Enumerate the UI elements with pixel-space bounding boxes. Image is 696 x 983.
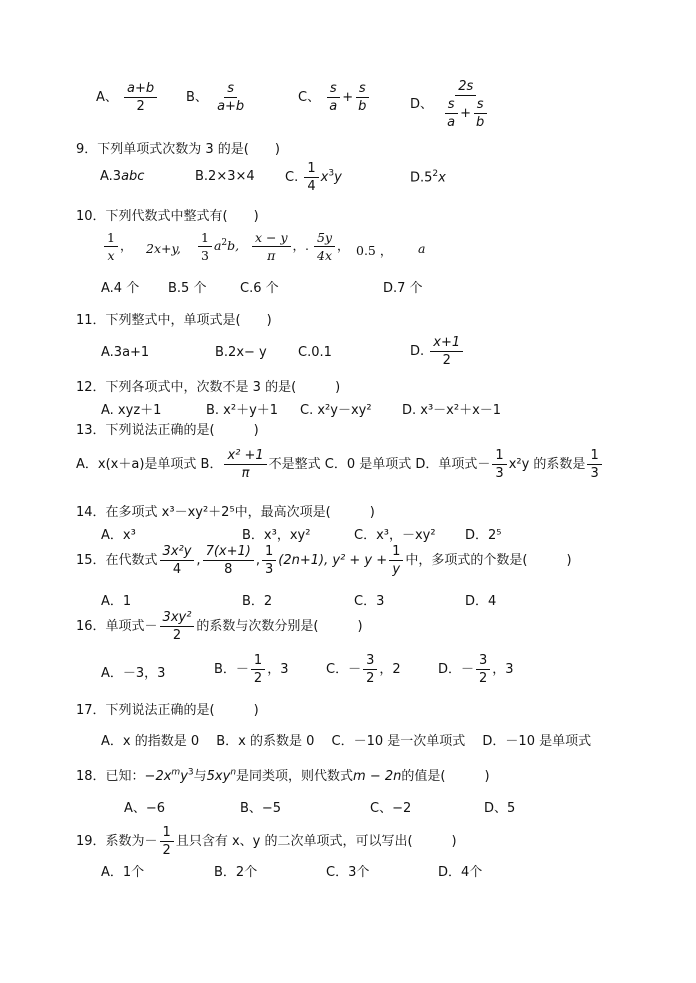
q8-option-c-fraction-2: $\frac{s}{b}$ xyxy=(355,80,369,115)
q12-option-c: C. x²y－xy² xyxy=(300,403,372,418)
q11-option-b: B.2x− y xyxy=(215,345,267,360)
q14-option-d: D．2⁵ xyxy=(465,528,502,543)
q14-option-b: B．x³，xy² xyxy=(242,528,311,543)
q10-expr-7: a xyxy=(418,241,426,256)
q12-stem: 12．下列各项式中，次数不是 3 的是( ) xyxy=(76,380,341,395)
q9-stem: 9．下列单项式次数为 3 的是( ) xyxy=(76,142,280,157)
q17-options: A．x 的指数是 0 B．x 的系数是 0 C．－10 是一次单项式 D．－10 是单项式 xyxy=(101,734,592,749)
q15-option-b: B．2 xyxy=(242,594,273,609)
q12-option-b: B. x²＋y＋1 xyxy=(206,403,279,418)
q18-option-c: C、−2 xyxy=(370,801,412,816)
q8-option-b-label: B、 xyxy=(186,90,208,105)
q10-option-d: D.7 个 xyxy=(383,281,423,296)
q15-option-c: C．3 xyxy=(354,594,385,609)
q10-expr-6: 0.5 ， xyxy=(356,243,393,258)
q18-option-b: B、−5 xyxy=(240,801,282,816)
q8-option-a-fraction: $\frac{a+b}{2}$ xyxy=(124,80,157,115)
q16-option-b: B．－ $\frac{1}{2}$ ，3 xyxy=(214,653,289,686)
q19-option-c: C．3个 xyxy=(326,865,370,880)
q12-option-a: A. xyz＋1 xyxy=(101,403,162,418)
q16-stem: 16．单项式－ $\frac{\text{3xy²}}{2}$ 的系数与次数分别是( ) xyxy=(76,610,363,643)
q19-option-a: A．1个 xyxy=(101,865,145,880)
q8-option-a-label: A、 xyxy=(96,90,118,105)
q15-option-d: D．4 xyxy=(465,594,497,609)
q13-options: A．x(x＋a)是单项式 B． $\frac{\text{x² +1}}{\pi}$ 不是整式 C．0 是单项式 D．单项式－ $\frac{1}{3}$ x²y 的系数是 $\frac{1}{3}$ xyxy=(76,447,604,482)
q11-option-d: D. $\frac{x+1}{2}$ xyxy=(410,334,465,369)
q8-option-d-fraction: 2s $\frac{s}{a}$ + $\frac{s}{b}$ xyxy=(439,78,492,131)
q9-option-d: $D.5^2x$ xyxy=(410,169,446,186)
q18-option-a: A、−6 xyxy=(124,801,166,816)
q10-expr-5: $\frac{5y}{4x}$ ， xyxy=(312,229,350,264)
q16-option-a: A．－3，3 xyxy=(101,666,166,681)
q8-option-c-fraction-1: $\frac{s}{a}$ xyxy=(326,80,340,115)
q9-option-c: C. $\frac{1}{4}$ $x^3y$ xyxy=(285,161,342,194)
q11-stem: 11．下列整式中，单项式是( ) xyxy=(76,313,272,328)
q19-stem: 19．系数为－ $\frac{1}{2}$ 且只含有 x、y 的二次单项式，可以写出( ) xyxy=(76,825,457,858)
q19-option-d: D．4个 xyxy=(438,865,483,880)
q10-expr-1: $\frac{1}{x}$ xyxy=(104,229,118,264)
q19-option-b: B．2个 xyxy=(214,865,258,880)
q10-expr-4: $\frac{x - y}{\pi}$ ，. xyxy=(250,229,309,264)
q12-option-d: D. x³－x²＋x－1 xyxy=(402,403,502,418)
q18-option-d: D、5 xyxy=(484,801,516,816)
q8-option-b-fraction: $\frac{s}{a+b}$ xyxy=(217,81,245,114)
q13-option-b-fraction: $\frac{\text{x² +1}}{\pi}$ xyxy=(224,447,266,482)
q16-option-c: C．－ $\frac{3}{2}$ ，2 xyxy=(326,653,401,686)
q10-option-c: C.6 个 xyxy=(240,281,279,296)
q11-option-a: A.3a+1 xyxy=(101,345,150,360)
q15-option-a: A．1 xyxy=(101,594,132,609)
q13-option-d-fraction: $\frac{1}{3}$ xyxy=(492,447,506,482)
q9-option-a: A.3abc xyxy=(100,169,145,184)
q13-option-d-coef: $\frac{1}{3}$ xyxy=(587,447,601,482)
q14-option-a: A．x³ xyxy=(101,528,136,543)
q15-stem: 15．在代数式 $\frac{\text{3x²y}}{4}$ , $\frac{7(x+1)}{8}$ , $\frac{1}{3}$ (2n+1), y² + y + $\frac{1}{y}$ 中，多项式的个数是( ) xyxy=(76,544,572,577)
q10-stem: 10．下列代数式中整式有( ) xyxy=(76,209,259,224)
q9-option-b: B.2×3×4 xyxy=(195,169,255,184)
q11-option-c: C.0.1 xyxy=(298,345,332,360)
q15-expr-2: $\frac{7(x+1)}{8}$ xyxy=(203,543,254,578)
q18-stem: 18．已知：$-2x^my^3$与$5xy^n$是同类项，则代数式m − 2n的值是( ) xyxy=(76,767,490,784)
q15-expr-4: $\frac{1}{y}$ xyxy=(389,543,403,578)
q10-expr-2: 2x+y, xyxy=(146,241,181,256)
q14-stem: 14．在多项式 x³－xy²＋2⁵中，最高次项是( ) xyxy=(76,505,375,520)
q15-expr-1: $\frac{\text{3x²y}}{4}$ xyxy=(160,543,195,578)
q16-fraction: $\frac{\text{3xy²}}{2}$ xyxy=(160,609,195,644)
q10-option-a: A.4 个 xyxy=(101,281,140,296)
q14-option-c: C．x³，－xy² xyxy=(354,528,436,543)
q13-stem: 13．下列说法正确的是( ) xyxy=(76,423,259,438)
q19-fraction: $\frac{1}{2}$ xyxy=(160,824,174,859)
q16-option-d: D．－ $\frac{3}{2}$ ，3 xyxy=(438,653,514,686)
q8-option-c-label: C、 xyxy=(298,90,321,105)
q17-stem: 17．下列说法正确的是( ) xyxy=(76,703,259,718)
q8-option-d-label: D、 xyxy=(410,97,434,112)
q15-expr-3: $\frac{1}{3}$ xyxy=(262,543,276,578)
q10-option-b: B.5 个 xyxy=(168,281,207,296)
q10-expr-3: $\frac{1}{3}$ $a^2b$, xyxy=(196,229,239,264)
